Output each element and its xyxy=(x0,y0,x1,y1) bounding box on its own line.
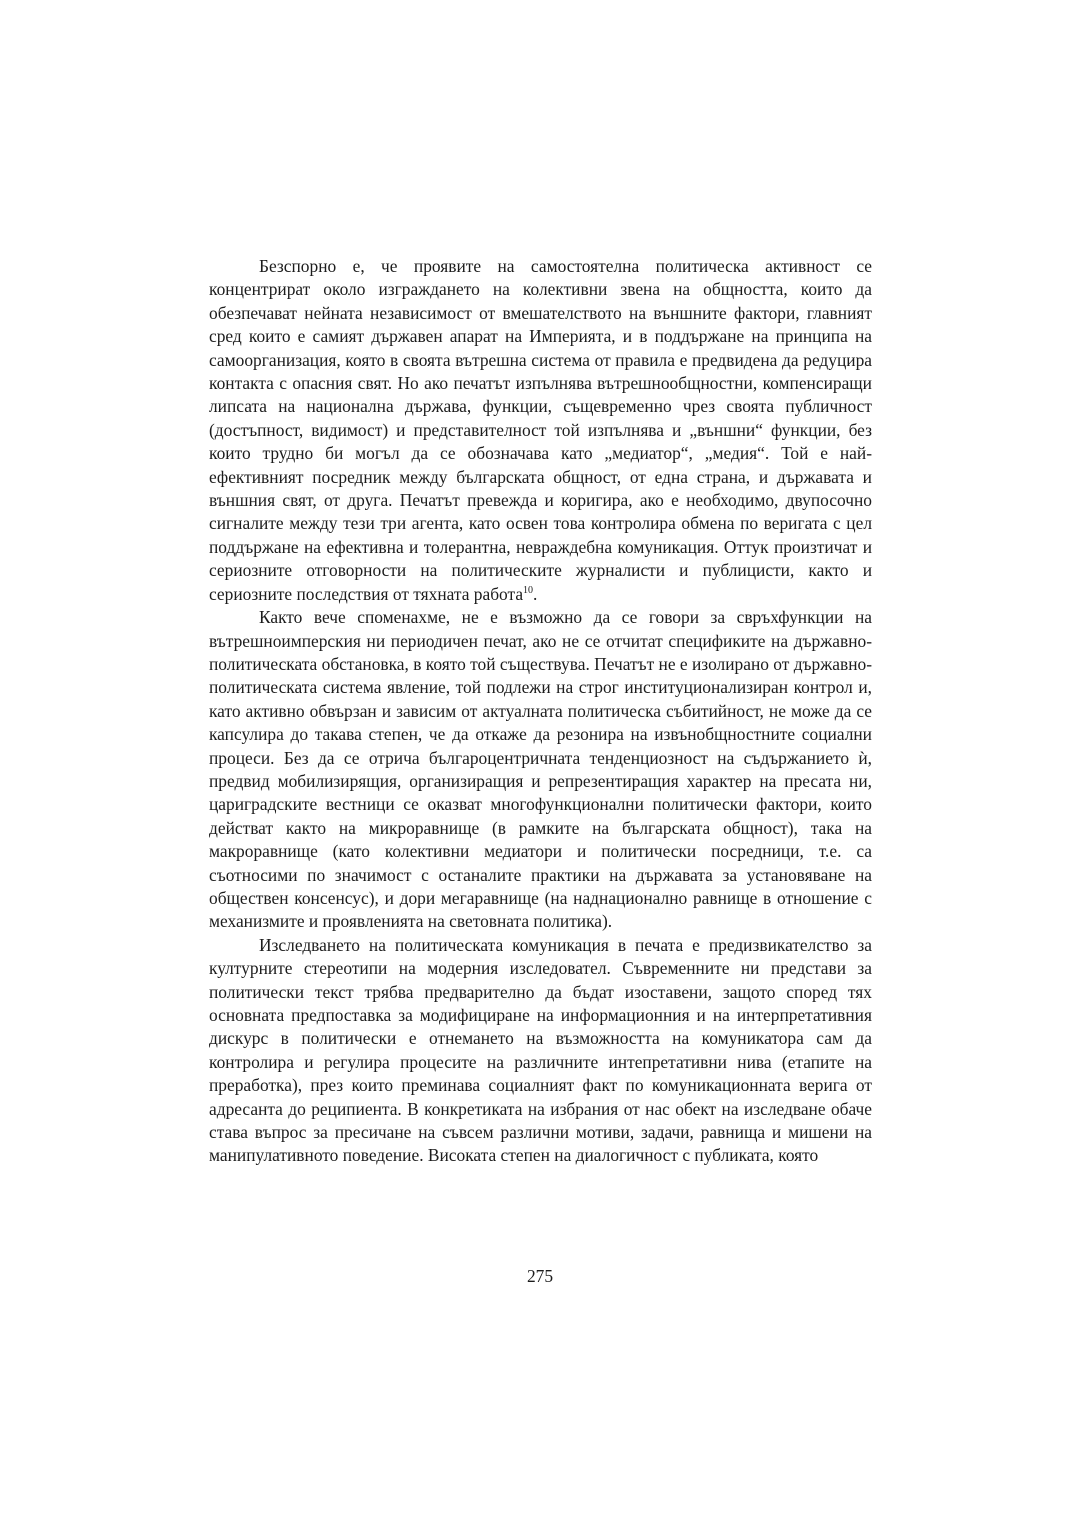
paragraph-1 xyxy=(209,255,872,606)
page-number: 275 xyxy=(526,1266,554,1286)
footnote-marker: 10 xyxy=(523,584,534,596)
paragraph-2: Както вече споменахме, не е възможно да се говори за свръхфункции на вътрешноимперския ни периодичен печат, ако не се отчитат спецификите на държавно-политическата обстановка, в която той съществува. Печатът не е изолирано от държавно-политическата система явление, той подлежи на строг институционализиран контрол и, като активно обвързан и зависим от актуалната политическа събитийност, не може да се капсулира до такава степен, че да откаже да резонира на извънобщностните социални процеси. Без да се отрича българоцентричната тенденциозност на съдържанието ѝ, предвид мобилизирящия, организиращия и репрезентиращия характер на пресата ни, цариградските вестници се оказват многофункционални политически фактори, които действат както на микроравнище (в рамките на българската общност), така на макроравнище (като колективни медиатори и политически посредници, т.е. са съотносими по значимост с останалите практики на държавата за установяване на обществен консенсус), и дори мегаравнище (на наднационално равнище в отношение с механизмите и проявленията на световната политика). xyxy=(209,607,872,932)
paragraph-1-text: Безспорно е, че проявите на самостоятелна политическа активност се концентрират около изграждането на колективни звена на общността, които да обезпечават нейната независимост от вмешателството на външните фактори, главният сред които е самият държавен апарат на Империята, и в поддържане на принципа на самоорганизация, която в своята вътрешна система от правила е предвидена да редуцира контакта с опасния свят. Но ако печатът изпълнява вътрешнообщностни, компенсиращи липсата на национална държава, функции, същевременно чрез своята публичност (достъпност, видимост) и представителност той изпълнява и „външни“ функции, без които трудно би могъл да се обозначава като „медиатор“, „медия“. Той е най-ефективният посредник между българската общност, от една страна, и държавата и външния свят, от друга. Печатът превежда и коригира, ако е необходимо, двупосочно сигналите между тези три агента, като освен това контролира обмена по веригата с цел поддържане на ефективна и толерантна, невраждебна комуникация. Оттук произтичат и сериозните отговорности на политическите журналисти и публицисти, както и сериозните последствия от тяхната работа xyxy=(209,256,872,604)
body-text xyxy=(209,255,872,1168)
paragraph-3: Изследването на политическата комуникация в печата е предизвикателство за културните стереотипи на модерния изследовател. Съвременните ни представи за политически текст трябва предварително да бъдат изоставени, защото според тях основната предпоставка за модифициране на информационния и на интерпретативния дискурс в политически е отнемането на възможността на комуникатора сам да контролира и регулира процесите на различните интепретативни нива (етапите на преработка), през които преминава социалният факт по комуникационната верига от адресанта до реципиента. В конкретиката на избрания от нас обект на изследване обаче става въпрос за пресичане на съвсем различни мотиви, задачи, равнища и мишени на манипулативното поведение. Високата степен на диалогичност с публиката, която xyxy=(209,934,872,1166)
paragraph-1-end: . xyxy=(533,583,538,604)
